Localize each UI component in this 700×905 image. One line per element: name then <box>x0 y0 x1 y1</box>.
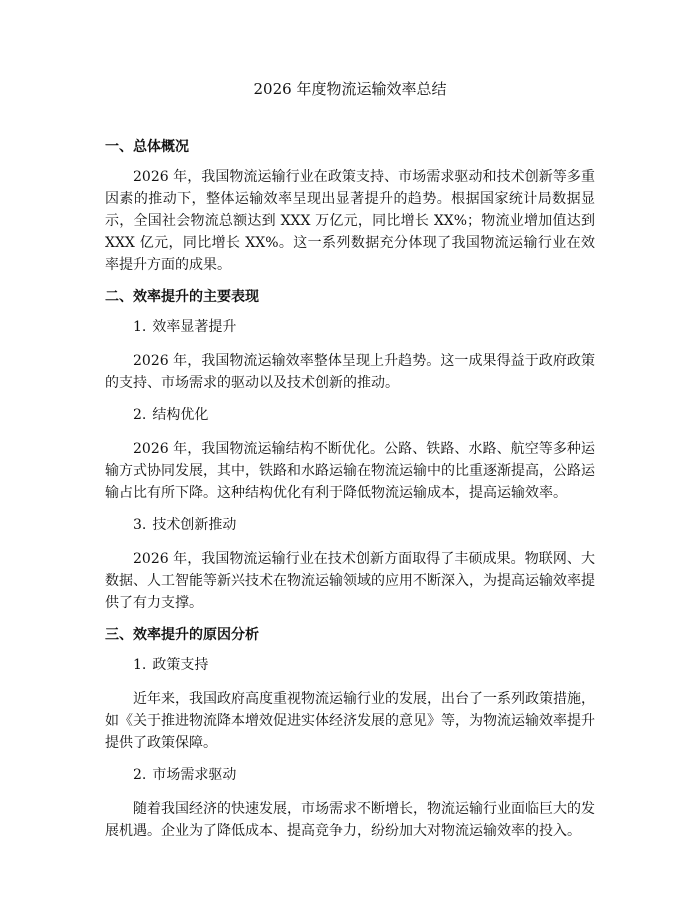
section-cause-analysis <box>105 624 595 842</box>
subsection-number: 2. <box>133 407 147 423</box>
subsection-policy <box>105 654 595 754</box>
subsection-heading <box>105 404 595 426</box>
section-overview <box>105 136 595 276</box>
subsection-heading <box>105 654 595 676</box>
subsection-market-demand <box>105 764 595 842</box>
section-heading: 三、效率提升的原因分析 <box>105 627 259 643</box>
subsection-title: 结构优化 <box>152 407 209 423</box>
subsection-paragraph: 2026 年，我国物流运输效率整体呈现上升趋势。这一成果得益于政府政策的支持、市场需求的驱动以及技术创新的推动。 <box>105 353 595 391</box>
subsection-structure <box>105 404 595 504</box>
subsection-title: 技术创新推动 <box>152 517 237 533</box>
subsection-paragraph: 随着我国经济的快速发展，市场需求不断增长，物流运输行业面临巨大的发展机遇。企业为了降低成本、提高竞争力，纷纷加大对物流运输效率的投入。 <box>105 801 595 839</box>
subsection-paragraph: 近年来，我国政府高度重视物流运输行业的发展，出台了一系列政策措施，如《关于推进物流降本增效促进实体经济发展的意见》等，为物流运输效率提升提供了政策保障。 <box>105 691 595 751</box>
subsection-paragraph: 2026 年，我国物流运输结构不断优化。公路、铁路、水路、航空等多种运输方式协同发展，其中，铁路和水路运输在物流运输中的比重逐渐提高，公路运输占比有所下降。这种结构优化有利于降低物流运输成本，提高运输效率。 <box>105 441 595 501</box>
subsection-heading <box>105 764 595 786</box>
subsection-heading <box>105 514 595 536</box>
subsection-technology <box>105 514 595 614</box>
subsection-title: 政策支持 <box>152 657 209 673</box>
subsection-efficiency <box>105 316 595 394</box>
subsection-number: 1. <box>133 657 147 673</box>
subsection-number: 3. <box>133 517 147 533</box>
section-heading: 一、总体概况 <box>105 139 189 155</box>
subsection-number: 1. <box>133 319 147 335</box>
subsection-number: 2. <box>133 767 147 783</box>
subsection-heading <box>105 316 595 338</box>
subsection-paragraph: 2026 年，我国物流运输行业在技术创新方面取得了丰硕成果。物联网、大数据、人工智能等新兴技术在物流运输领域的应用不断深入，为提高运输效率提供了有力支撑。 <box>105 551 595 611</box>
subsection-title: 效率显著提升 <box>152 319 237 335</box>
document-title: 2026 年度物流运输效率总结 <box>253 80 447 98</box>
subsection-title: 市场需求驱动 <box>152 767 237 783</box>
section-heading: 二、效率提升的主要表现 <box>105 289 259 305</box>
section-paragraph: 2026 年，我国物流运输行业在政策支持、市场需求驱动和技术创新等多重因素的推动下，整体运输效率呈现出显著提升的趋势。根据国家统计局数据显示，全国社会物流总额达到 XXX 万亿元，同比增长 XX%；物流业增加值达到 XXX 亿元，同比增长 XX%。这一系列数据充分体现了我国物流运输行业在效率提升方面的成果。 <box>105 169 595 273</box>
section-main-performance <box>105 286 595 614</box>
